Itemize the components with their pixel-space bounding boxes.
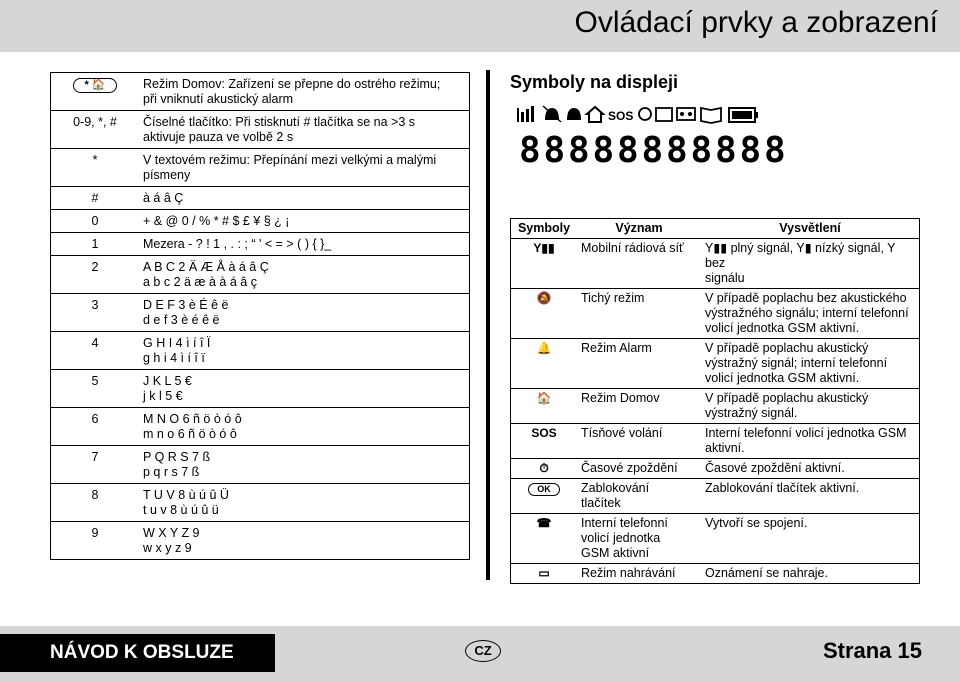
description-line: G H I 4 ì í î Ï bbox=[143, 336, 211, 350]
explanation-line: Interní telefonní volicí jednotka GSM bbox=[705, 426, 907, 440]
lcd-digit: 8 bbox=[739, 130, 762, 170]
manual-label: NÁVOD K OBSLUZE bbox=[0, 634, 275, 672]
key-label: 8 bbox=[91, 488, 99, 502]
symbol-cell bbox=[511, 424, 577, 458]
description-line: M N O 6 ñ ö ò ó ô bbox=[143, 412, 242, 426]
meaning-cell bbox=[577, 514, 701, 563]
meaning-cell bbox=[577, 389, 701, 423]
key-description bbox=[139, 73, 469, 110]
key-label: * bbox=[92, 153, 98, 167]
lcd-digit: 8 bbox=[666, 130, 688, 170]
description-line: W X Y Z 9 bbox=[143, 526, 200, 540]
description-line: Režim Domov: Zařízení se přepne do ostrého režimu; bbox=[143, 77, 441, 91]
tape-icon: ▭ bbox=[538, 566, 550, 580]
meaning-line: Režim nahrávání bbox=[581, 566, 676, 580]
key-label bbox=[51, 73, 139, 110]
symbol-row bbox=[511, 514, 919, 564]
symbol-cell bbox=[511, 239, 577, 288]
lcd-digit: 8 bbox=[543, 130, 566, 170]
lcd-tape-icon bbox=[677, 108, 695, 120]
meaning-line: Zablokování bbox=[581, 481, 650, 495]
key-row bbox=[51, 522, 469, 559]
explanation-line: Y▮▮ plný signál, Y▮ nízký signál, Y bez bbox=[705, 241, 896, 270]
symbol-cell bbox=[511, 339, 577, 388]
header-explanation: Vysvětlení bbox=[779, 221, 841, 235]
lcd-battery-icon bbox=[729, 108, 758, 122]
key-description bbox=[139, 370, 469, 407]
lcd-digit: 8 bbox=[617, 130, 639, 170]
key-function-table bbox=[50, 72, 470, 560]
key-label: 2 bbox=[91, 260, 99, 274]
description-line: w x y z 9 bbox=[143, 541, 192, 555]
symbol-cell bbox=[511, 564, 577, 583]
explanation-line: signálu bbox=[705, 271, 745, 285]
symbols-table bbox=[510, 218, 920, 584]
symbol-cell bbox=[511, 514, 577, 563]
key-description bbox=[139, 210, 469, 232]
meaning-line: Mobilní rádiová síť bbox=[581, 241, 684, 255]
explanation-line: aktivní. bbox=[705, 441, 745, 455]
description-line: d e f 3 è é ê ë bbox=[143, 313, 220, 327]
explanation-line: Časové zpoždění aktivní. bbox=[705, 461, 845, 475]
lcd-timer-icon bbox=[639, 108, 651, 120]
key-row bbox=[51, 111, 469, 149]
meaning-line: Režim Alarm bbox=[581, 341, 652, 355]
description-line: p q r s 7 ß bbox=[143, 465, 200, 479]
explanation-cell bbox=[701, 289, 919, 338]
key-description bbox=[139, 484, 469, 521]
key-description bbox=[139, 294, 469, 331]
meaning-cell bbox=[577, 479, 701, 513]
symbol-cell bbox=[511, 479, 577, 513]
description-line: m n o 6 ñ ö ò ó ô bbox=[143, 427, 237, 441]
description-line: písmeny bbox=[143, 168, 191, 182]
description-line: j k l 5 € bbox=[143, 389, 183, 403]
key-label: 1 bbox=[91, 237, 99, 251]
key-label: 4 bbox=[91, 336, 99, 350]
description-line: à á â Ç bbox=[143, 191, 184, 205]
key-label: 6 bbox=[91, 412, 99, 426]
key-row bbox=[51, 233, 469, 256]
meaning-line: Časové zpoždění bbox=[581, 461, 678, 475]
description-line: + & @ 0 / % * # $ £ ¥ § ¿ ¡ bbox=[143, 214, 290, 228]
key-row bbox=[51, 149, 469, 187]
signal-icon: Y▮▮ bbox=[533, 241, 555, 255]
key-row bbox=[51, 332, 469, 370]
description-line: při vniknutí akustický alarm bbox=[143, 92, 294, 106]
lcd-home-icon bbox=[587, 107, 603, 122]
ok-key-icon: OK bbox=[528, 483, 560, 496]
explanation-line: Vytvoří se spojení. bbox=[705, 516, 808, 530]
lcd-digit-row bbox=[519, 130, 786, 170]
symbol-row bbox=[511, 424, 919, 459]
key-description bbox=[139, 522, 469, 559]
meaning-line: Tichý režim bbox=[581, 291, 645, 305]
lcd-book-icon bbox=[701, 108, 721, 123]
description-line: D E F 3 è É ê ë bbox=[143, 298, 229, 312]
explanation-cell bbox=[701, 514, 919, 563]
key-description bbox=[139, 149, 469, 186]
star-home-key-icon: * 🏠 bbox=[73, 78, 116, 93]
phone-icon: ☎ bbox=[536, 516, 552, 530]
lcd-digit: 8 bbox=[715, 130, 737, 170]
explanation-line: Zablokování tlačítek aktivní. bbox=[705, 481, 860, 495]
meaning-line: tlačítek bbox=[581, 496, 621, 510]
key-description bbox=[139, 332, 469, 369]
lcd-digit: 8 bbox=[690, 130, 713, 170]
explanation-line: výstražný signál; interní telefonní bbox=[705, 356, 888, 370]
header-symbols: Symboly bbox=[517, 221, 571, 235]
symbol-row bbox=[511, 459, 919, 479]
explanation-cell bbox=[701, 424, 919, 458]
symbol-cell bbox=[511, 389, 577, 423]
header-meaning: Význam bbox=[615, 221, 663, 235]
description-line: aktivuje pauza ve volbě 2 s bbox=[143, 130, 294, 144]
explanation-cell bbox=[701, 339, 919, 388]
symbols-table-header bbox=[511, 219, 919, 239]
key-description bbox=[139, 256, 469, 293]
lcd-phone-icon bbox=[656, 108, 672, 121]
lcd-digit: 8 bbox=[641, 130, 664, 170]
explanation-line: V případě poplachu akustický bbox=[705, 391, 869, 405]
key-description bbox=[139, 408, 469, 445]
description-line: V textovém režimu: Přepínání mezi velkými a malými bbox=[143, 153, 437, 167]
home-icon: 🏠 bbox=[536, 391, 552, 405]
timer-icon: ⏱ bbox=[539, 461, 549, 475]
description-line: A B C 2 Ä Æ Å à á â Ç bbox=[143, 260, 269, 274]
description-line: g h i 4 ì í î ï bbox=[143, 351, 205, 365]
symbol-cell bbox=[511, 289, 577, 338]
symbols-heading: Symboly na displeji bbox=[510, 72, 679, 92]
sos-text: SOS bbox=[531, 426, 557, 440]
key-description bbox=[139, 446, 469, 483]
explanation-line: volicí jednotka GSM aktivní. bbox=[705, 371, 860, 385]
key-label: 5 bbox=[91, 374, 99, 388]
key-label: 7 bbox=[91, 450, 99, 464]
lcd-digit: 8 bbox=[764, 130, 786, 170]
explanation-line: výstražného signálu; interní telefonní bbox=[705, 306, 909, 320]
lcd-signal-icon bbox=[517, 106, 534, 122]
key-row bbox=[51, 294, 469, 332]
explanation-cell bbox=[701, 239, 919, 288]
symbol-row bbox=[511, 389, 919, 424]
explanation-line: výstražný signál. bbox=[705, 406, 798, 420]
key-label: 9 bbox=[91, 526, 99, 540]
symbol-row bbox=[511, 239, 919, 289]
page-number: Strana 15 bbox=[822, 638, 922, 663]
key-label: 0-9, *, # bbox=[73, 115, 117, 129]
symbol-row bbox=[511, 479, 919, 514]
key-row bbox=[51, 256, 469, 294]
key-row bbox=[51, 73, 469, 111]
meaning-line: GSM aktivní bbox=[581, 546, 650, 560]
key-row bbox=[51, 408, 469, 446]
explanation-cell bbox=[701, 479, 919, 513]
explanation-cell bbox=[701, 564, 919, 583]
key-row bbox=[51, 210, 469, 233]
description-line: T U V 8 ù ú û Ü bbox=[143, 488, 229, 502]
bell-icon: 🔔 bbox=[536, 341, 552, 355]
lcd-bell-icon bbox=[567, 108, 581, 120]
lcd-digit: 8 bbox=[519, 130, 541, 170]
description-line: J K L 5 € bbox=[143, 374, 192, 388]
lcd-display-illustration bbox=[515, 100, 790, 170]
key-label: 3 bbox=[91, 298, 99, 312]
meaning-cell bbox=[577, 339, 701, 388]
page-title: Ovládací prvky a zobrazení bbox=[574, 6, 938, 39]
key-description bbox=[139, 111, 469, 148]
symbol-cell bbox=[511, 459, 577, 478]
silent-bell-icon: 🔕 bbox=[536, 291, 552, 305]
meaning-cell bbox=[577, 564, 701, 583]
key-description bbox=[139, 233, 469, 255]
lcd-digit: 8 bbox=[592, 130, 615, 170]
key-row bbox=[51, 484, 469, 522]
key-label: # bbox=[91, 191, 99, 205]
symbol-row bbox=[511, 564, 919, 583]
meaning-line: Tísňové volání bbox=[581, 426, 663, 440]
lcd-sos-text: SOS bbox=[608, 109, 634, 123]
lcd-bell-silent-icon bbox=[543, 106, 561, 122]
meaning-cell bbox=[577, 424, 701, 458]
meaning-cell bbox=[577, 239, 701, 288]
explanation-line: volicí jednotka GSM aktivní. bbox=[705, 321, 860, 335]
meaning-cell bbox=[577, 459, 701, 478]
symbol-row bbox=[511, 289, 919, 339]
key-row bbox=[51, 370, 469, 408]
description-line: Mezera - ? ! 1 , . : ; “ ' < = > ( ) { }_ bbox=[143, 237, 332, 251]
lcd-digit: 8 bbox=[568, 130, 590, 170]
meaning-line: Režim Domov bbox=[581, 391, 660, 405]
explanation-cell bbox=[701, 389, 919, 423]
key-label: 0 bbox=[91, 214, 99, 228]
explanation-cell bbox=[701, 459, 919, 478]
description-line: Číselné tlačítko: Při stisknutí # tlačítka se na >3 s bbox=[143, 115, 415, 129]
meaning-cell bbox=[577, 289, 701, 338]
meaning-line: volicí jednotka bbox=[581, 531, 661, 545]
explanation-line: V případě poplachu bez akustického bbox=[705, 291, 907, 305]
description-line: t u v 8 ù ú û ü bbox=[143, 503, 219, 517]
explanation-line: Oznámení se nahraje. bbox=[705, 566, 828, 580]
key-description bbox=[139, 187, 469, 209]
meaning-line: Interní telefonní bbox=[581, 516, 668, 530]
symbol-row bbox=[511, 339, 919, 389]
key-row bbox=[51, 187, 469, 210]
key-row bbox=[51, 446, 469, 484]
description-line: P Q R S 7 ß bbox=[143, 450, 211, 464]
description-line: a b c 2 ä æ à à á â ç bbox=[143, 275, 257, 289]
column-divider bbox=[486, 70, 490, 580]
explanation-line: V případě poplachu akustický bbox=[705, 341, 869, 355]
language-badge: CZ bbox=[465, 640, 501, 662]
